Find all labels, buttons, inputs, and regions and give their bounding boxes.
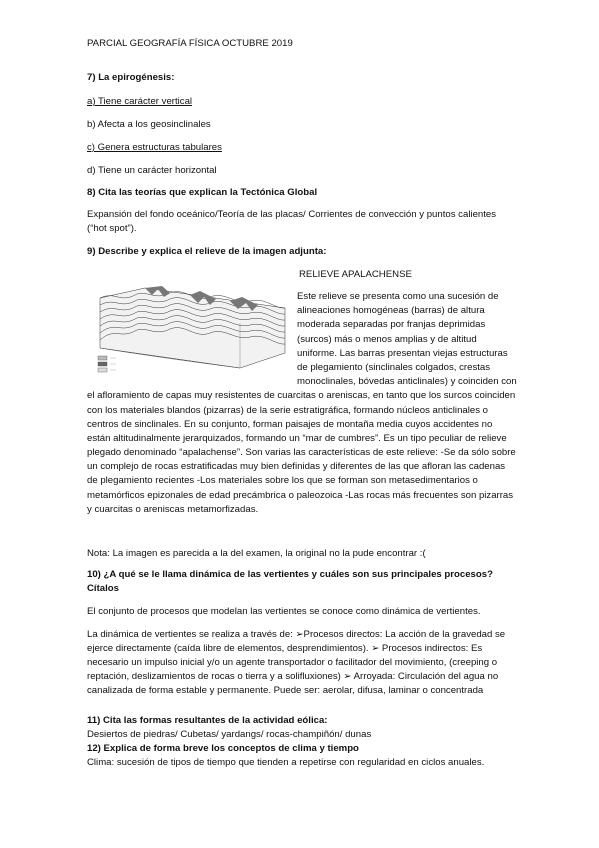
q9-subtitle: RELIEVE APALACHENSE [299,269,412,280]
q9-title: 9) Describe y explica el relieve de la imagen adjunta: [87,246,327,257]
q7-option-d: d) Tiene un carácter horizontal [87,165,217,176]
q8-answer: Expansión del fondo oceánico/Teoría de las placas/ Corrientes de convección y puntos calientes (“hot spot”). [87,209,497,234]
figure-spacer [87,290,297,387]
q7-title: 7) La epirogénesis: [87,72,175,83]
q10-title-line1: 10) ¿A qué se le llama dinámica de las vertientes y cuáles son sus principales procesos? [87,569,493,580]
q7-option-b: b) Afecta a los geosinclinales [87,119,211,130]
q11-answer: Desiertos de piedras/ Cubetas/ yardangs/ rocas-champiñón/ dunas [87,729,372,740]
q10-answer-1: El conjunto de procesos que modelan las vertientes se conoce como dinámica de vertientes. [87,606,481,617]
q9-note: Nota: La imagen es parecida a la del examen, la original no la pude encontrar :( [87,548,426,559]
q9-answer-block [87,290,517,517]
q12-answer: Clima: sucesión de tipos de tiempo que tienden a repetirse con regularidad en ciclos anuales. [87,757,485,768]
q7-option-c: c) Genera estructuras tabulares [87,142,222,153]
q11-title: 11) Cita las formas resultantes de la actividad eólica: [87,715,328,726]
q8-title: 8) Cita las teorías que explican la Tectónica Global [87,187,318,198]
q10-answer-2: La dinámica de vertientes se realiza a través de: ➢Procesos directos: La acción de la gravedad se ejerce directamente (caída libre de elementos, desprendimientos). ➢ Procesos indirectos: Es necesario un impulso inicial y/o un agente transportador o facilitador del movimiento, (creeping o reptación, deslizamientos de rocas o tierra y a solifluxiones) ➢ Arroyada: Circulación del agua no canalizada de forma estable y permanente. Puede ser: aerolar, difusa, laminar o concentrada [87,629,506,696]
document-header: PARCIAL GEOGRAFÍA FÍSICA OCTUBRE 2019 [87,38,293,49]
q7-option-a: a) Tiene carácter vertical [87,96,193,107]
q9-answer: Este relieve se presenta como una sucesión de alineaciones homogéneas (barras) de altura moderada separadas por franjas deprimidas (surcos) más o menos amplias y de altitud uniforme. Las barras presentan viejas estructuras de plegamiento (sinclinales colgados, crestas monoclinales, bóvedas anticlinales) y coinciden con el afloramiento de capas muy resistentes de cuarcitas o areniscas, en tanto que los surcos coinciden con los materiales blandos (pizarras) de la serie estratigráfica, formando núcleos anticlinales o centros de sinclinales. En su conjunto, forman paisajes de montaña media cuyos accidentes no están altitudinalmente jerarquizados, formando un “mar de cumbres”. Es un tipo peculiar de relieve plegado denominado “apalachense”. Son varias las características de este relieve: -Se da sólo sobre un complejo de rocas estratificadas muy bien definidas y diferentes de las que afloran las cadenas de plegamiento recientes -Los materiales sobre los que se forman son metasedimentarios o metamórficos epizonales de edad precámbrica o paleozoica -Las rocas más frecuentes son pizarras y cuarcitas o areniscas metamorfizadas. [87,291,517,515]
q10-title-line2: Cítalos [87,583,119,594]
q12-title: 12) Explica de forma breve los conceptos de clima y tiempo [87,743,359,754]
